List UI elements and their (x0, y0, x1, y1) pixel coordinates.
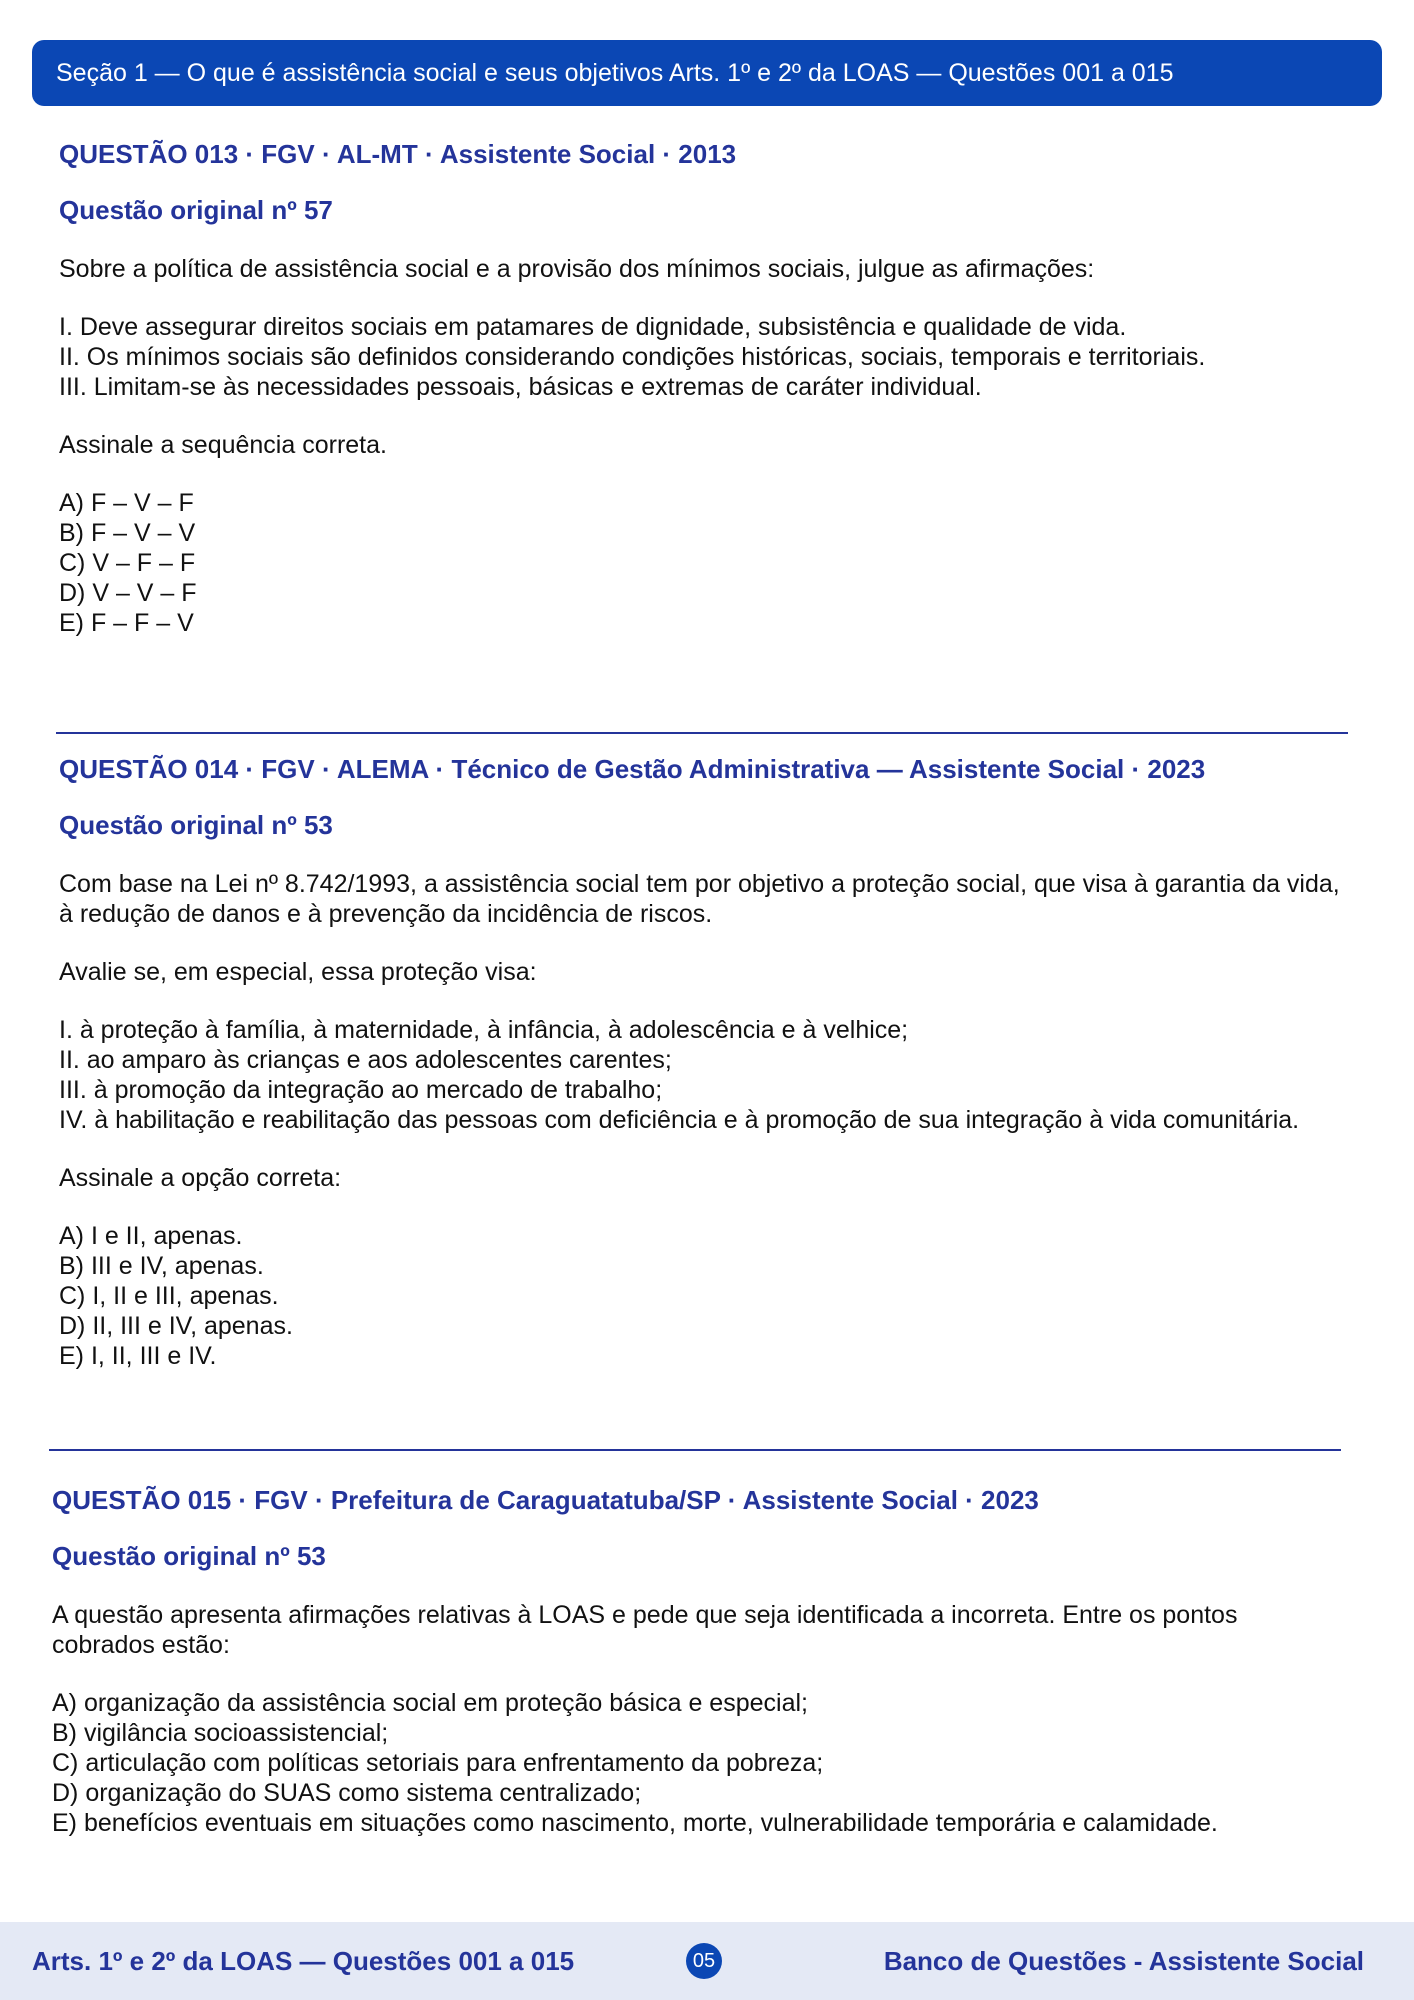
question-014 (59, 753, 1349, 1371)
options-list (52, 1688, 1342, 1838)
option-a: A) F – V – F (59, 489, 194, 517)
question-statements: I. à proteção à família, à maternidade, à infância, à adolescência e à velhice; II. ao amparo às crianças e aos adolescentes carentes; III. à promoção da integração ao mercado de trabalho; IV. à habilitação e reabilitação das pessoas com deficiência e à promoção de sua integração à vida comunitária. (59, 1016, 1300, 1134)
footer-section-label: Arts. 1º e 2º da LOAS — Questões 001 a 015 (32, 1945, 575, 1976)
question-original-number: Questão original nº 57 (59, 195, 333, 225)
question-intro: Com base na Lei nº 8.742/1993, a assistência social tem por objetivo a proteção social, que visa à garantia da vida, à redução de danos e à prevenção da incidência de riscos. (59, 870, 1347, 928)
options-list (59, 1221, 1349, 1371)
option-c: C) V – F – F (59, 549, 196, 577)
question-013 (59, 138, 1349, 638)
option-b: B) vigilância socioassistencial; (52, 1719, 389, 1747)
page-number-badge: 05 (686, 1943, 722, 1979)
footer-book-title: Banco de Questões - Assistente Social (883, 1945, 1364, 1976)
page-footer (0, 1922, 1414, 2000)
options-list (59, 488, 1349, 638)
option-c: C) I, II e III, apenas. (59, 1282, 279, 1310)
option-a: A) I e II, apenas. (59, 1222, 243, 1250)
option-e: E) F – F – V (59, 609, 194, 637)
section-title: Seção 1 — O que é assistência social e seus objetivos Arts. 1º e 2º da LOAS — Questões 001 a 015 (56, 58, 1174, 87)
option-d: D) organização do SUAS como sistema centralizado; (52, 1779, 642, 1807)
question-title: QUESTÃO 014 · FGV · ALEMA · Técnico de Gestão Administrativa — Assistente Social · 2023 (59, 754, 1206, 784)
option-b: B) III e IV, apenas. (59, 1252, 264, 1280)
question-prompt: Assinale a sequência correta. (59, 431, 387, 459)
question-prompt: Assinale a opção correta: (59, 1164, 342, 1192)
option-e: E) I, II, III e IV. (59, 1342, 217, 1370)
option-d: D) V – V – F (59, 579, 197, 607)
option-b: B) F – V – V (59, 519, 196, 547)
question-original-number: Questão original nº 53 (52, 1541, 326, 1571)
question-intro: Sobre a política de assistência social e a provisão dos mínimos sociais, julgue as afirmações: (59, 255, 1095, 283)
question-title: QUESTÃO 013 · FGV · AL-MT · Assistente Social · 2013 (59, 139, 737, 169)
question-intro: A questão apresenta afirmações relativas à LOAS e pede que seja identificada a incorreta. Entre os pontos cobrados estão: (52, 1601, 1245, 1659)
option-a: A) organização da assistência social em proteção básica e especial; (52, 1689, 808, 1717)
question-statements: I. Deve assegurar direitos sociais em patamares de dignidade, subsistência e qualidade de vida. II. Os mínimos sociais são definidos considerando condições históricas, sociais, temporais e territoriais. III. Limitam-se às necessidades pessoais, básicas e extremas de caráter individual. (59, 313, 1206, 401)
question-divider (56, 732, 1348, 734)
question-015 (52, 1484, 1342, 1838)
option-c: C) articulação com políticas setoriais para enfrentamento da pobreza; (52, 1749, 824, 1777)
option-e: E) benefícios eventuais em situações como nascimento, morte, vulnerabilidade temporária e calamidade. (52, 1809, 1218, 1837)
question-title: QUESTÃO 015 · FGV · Prefeitura de Caraguatatuba/SP · Assistente Social · 2023 (52, 1485, 1039, 1515)
question-original-number: Questão original nº 53 (59, 810, 333, 840)
question-prompt-evaluate: Avalie se, em especial, essa proteção visa: (59, 958, 537, 986)
option-d: D) II, III e IV, apenas. (59, 1312, 293, 1340)
section-header (32, 40, 1382, 106)
question-divider (49, 1449, 1341, 1451)
